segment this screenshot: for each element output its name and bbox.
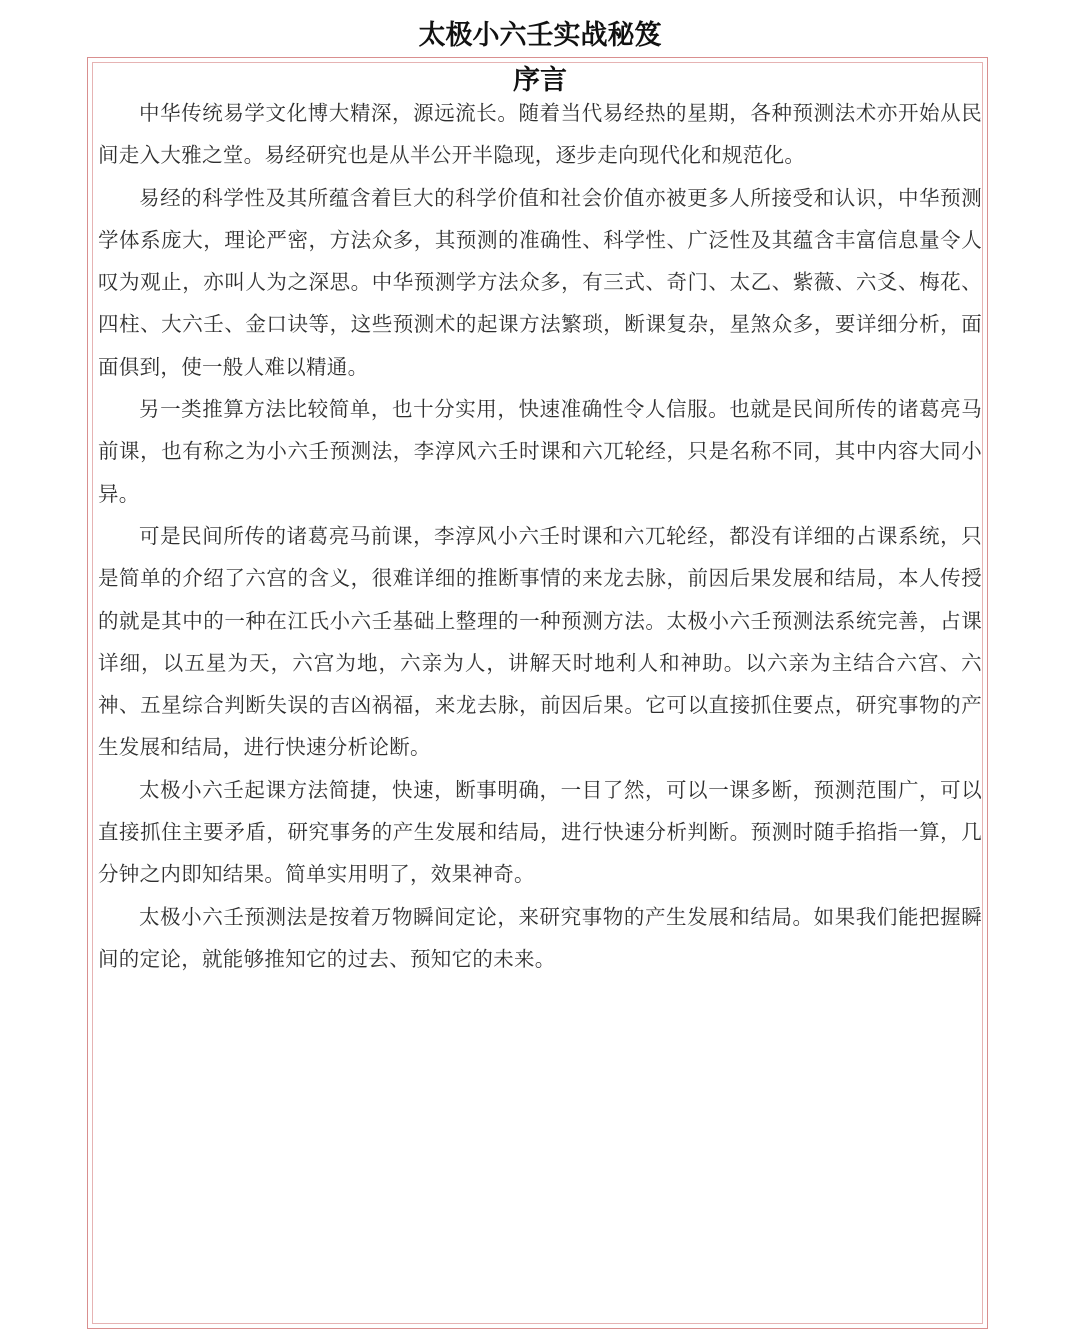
paragraph: 另一类推算方法比较简单，也十分实用，快速准确性令人信服。也就是民间所传的诸葛亮马前课，也有称之为小六壬预测法，李淳风六壬时课和六兀轮经，只是名称不同，其中内容大同小异。 bbox=[98, 397, 982, 506]
preface-heading: 序言 bbox=[513, 65, 567, 96]
paragraph: 太极小六壬起课方法简捷，快速，断事明确，一目了然，可以一课多断，预测范围广，可以直接抓住主要矛盾，研究事务的产生发展和结局，进行快速分析判断。预测时随手掐指一算，几分钟之内即知结果。简单实用明了，效果神奇。 bbox=[98, 777, 982, 887]
paragraph: 中华传统易学文化博大精深，源远流长。随着当代易经热的星期，各种预测法术亦开始从民间走入大雅之堂。易经研究也是从半公开半隐现，逐步走向现代化和规范化。 bbox=[98, 101, 982, 168]
paragraph: 太极小六壬预测法是按着万物瞬间定论，来研究事物的产生发展和结局。如果我们能把握瞬间的定论，就能够推知它的过去、预知它的未来。 bbox=[98, 904, 982, 971]
preface-body bbox=[98, 92, 982, 980]
document-title: 太极小六壬实战秘笈 bbox=[418, 20, 662, 51]
paragraph: 可是民间所传的诸葛亮马前课，李淳风小六壬时课和六兀轮经，都没有详细的占课系统，只是简单的介绍了六宫的含义，很难详细的推断事情的来龙去脉，前因后果发展和结局，本人传授的就是其中的一种在江氏小六壬基础上整理的一种预测方法。太极小六壬预测法系统完善，占课详细，以五星为天，六宫为地，六亲为人，讲解天时地利人和神助。以六亲为主结合六宫、六神、五星综合判断失误的吉凶祸福，来龙去脉，前因后果。它可以直接抓住要点，研究事物的产生发展和结局，进行快速分析论断。 bbox=[98, 523, 982, 760]
paragraph: 易经的科学性及其所蕴含着巨大的科学价值和社会价值亦被更多人所接受和认识，中华预测学体系庞大，理论严密，方法众多，其预测的准确性、科学性、广泛性及其蕴含丰富信息量令人叹为观止，亦叫人为之深思。中华预测学方法众多，有三式、奇门、太乙、紫薇、六爻、梅花、四柱、大六壬、金口诀等，这些预测术的起课方法繁琐，断课复杂，星煞众多，要详细分析，面面俱到，使一般人难以精通。 bbox=[98, 185, 982, 379]
